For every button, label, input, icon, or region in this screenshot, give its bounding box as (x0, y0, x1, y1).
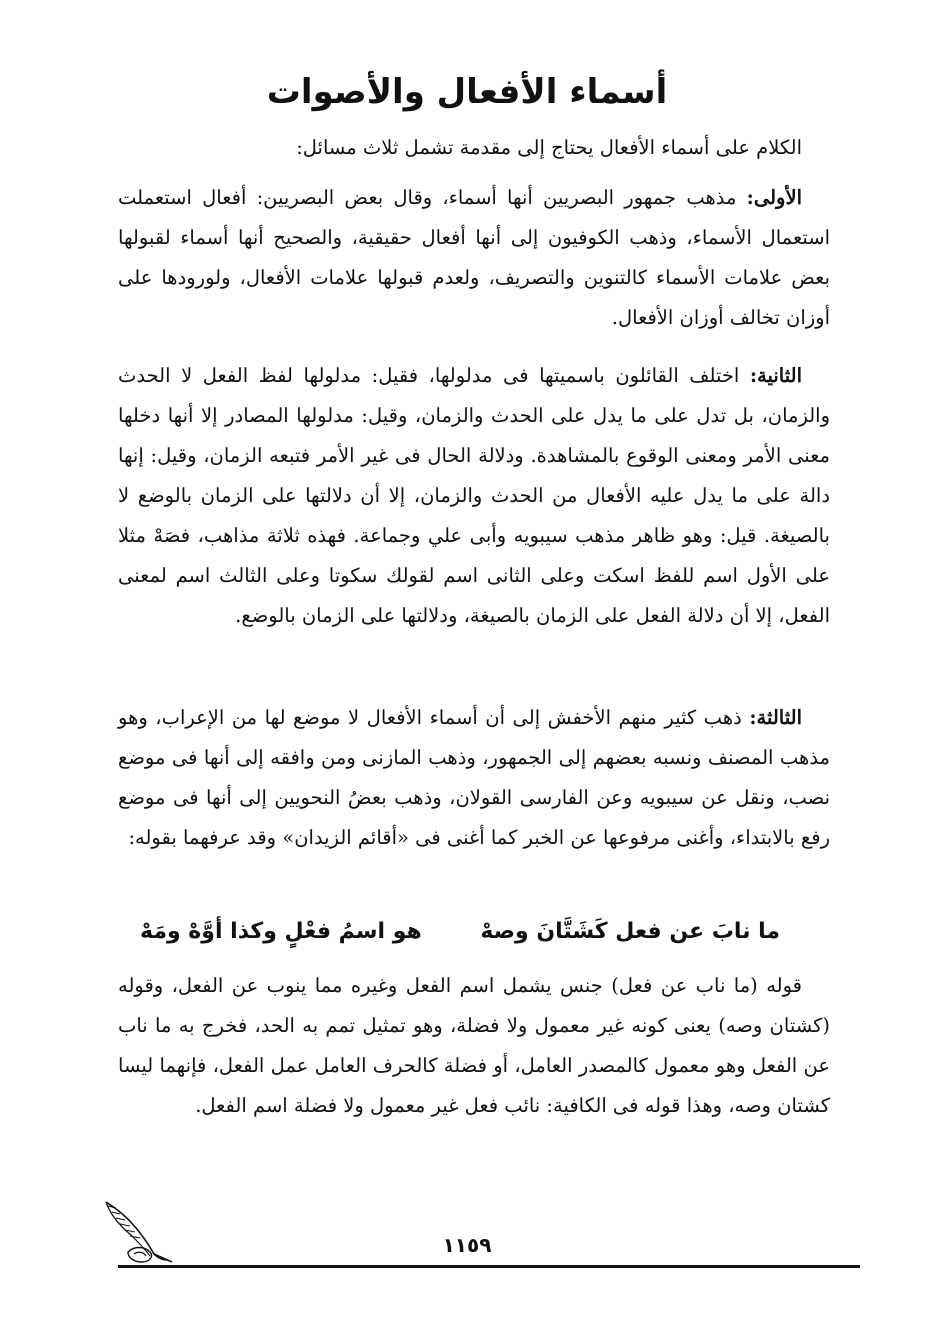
paragraph-lead: الثالثة: (749, 706, 802, 729)
verse-line (140, 912, 780, 952)
quill-pen-icon (98, 1196, 178, 1268)
page-number: ١١٥٩ (442, 1233, 492, 1257)
intro-paragraph: الكلام على أسماء الأفعال يحتاج إلى مقدمة تشمل ثلاث مسائل: (296, 136, 802, 159)
verse-first-hemistich: ما نابَ عن فعل كَشَتَّانَ وصهْ (480, 919, 780, 944)
paragraph-commentary: قوله (ما ناب عن فعل) جنس يشمل اسم الفعل وغيره مما ينوب عن الفعل، وقوله (كشتان وصه) يعنى كونه غير معمول ولا فضلة، وهو تمثيل تمم به الحد، فخرج به ما ناب عن الفعل وهو معمول كالمصدر العامل، أو فضلة كالحرف العامل عمل الفعل، فإنهما ليسا كشتان وصه، وهذا قوله فى الكافية: نائب فعل غير معمول ولا فضلة اسم الفعل. (118, 974, 830, 1117)
paragraph-body: اختلف القائلون باسميتها فى مدلولها، فقيل: مدلولها لفظ الفعل لا الحدث والزمان، بل تدل على ما يدل على الحدث والزمان، وقيل: مدلولها المصادر إلا أنها دخلها معنى الأمر ومعنى الوقوع بالمشاهدة. ودلالة الحال فى غير الأمر فتبعه الزمان، وقيل: إنها دالة على ما يدل عليه الأفعال من الحدث والزمان، إلا أن دلالتها على الزمان بالوضع لا بالصيغة. قيل: وهو ظاهر مذهب سيبويه وأبى علي وجماعة. فهذه ثلاثة مذاهب، فصَهْ مثلا على الأول اسم للفظ اسكت وعلى الثانى اسم لقولك سكوتا وعلى الثالث اسم لمعنى الفعل، إلا أن دلالة الفعل على الزمان بالصيغة، ودلالتها على الزمان بالوضع. (118, 364, 830, 627)
paragraph-lead: الأولى: (746, 186, 802, 209)
footer-rule (118, 1265, 860, 1268)
paragraph-body: ذهب كثير منهم الأخفش إلى أن أسماء الأفعال لا موضع لها من الإعراب، وهو مذهب المصنف ونسبه بعضهم إلى الجمهور، وذهب المازنى ومن وافقه إلى أنها فى موضع نصب، ونقل عن سيبويه وعن الفارسى القولان، وذهب بعضُ النحويين إلى أنها فى موضع رفع بالابتداء، وأغنى مرفوعها عن الخبر كما أغنى فى «أقائم الزيدان» وقد عرفهما بقوله: (118, 706, 830, 849)
paragraph-body: مذهب جمهور البصريين أنها أسماء، وقال بعض البصريين: أفعال استعملت استعمال الأسماء، وذهب الكوفيون إلى أنها أفعال حقيقية، والصحيح أنها أسماء لقبولها بعض علامات الأسماء كالتنوين والتصريف، ولعدم قبولها علامات الأفعال، ولورودها على أوزان تخالف أوزان الأفعال. (118, 186, 830, 329)
verse-second-hemistich: هو اسمُ فعْلٍ وكذا أوَّهْ ومَهْ (140, 919, 422, 944)
paragraph-first-issue (118, 178, 830, 338)
paragraph-third-issue (118, 698, 830, 858)
paragraph-second-issue (118, 356, 830, 636)
page-title: أسماء الأفعال والأصوات (266, 72, 668, 112)
paragraph-lead: الثانية: (749, 364, 802, 387)
